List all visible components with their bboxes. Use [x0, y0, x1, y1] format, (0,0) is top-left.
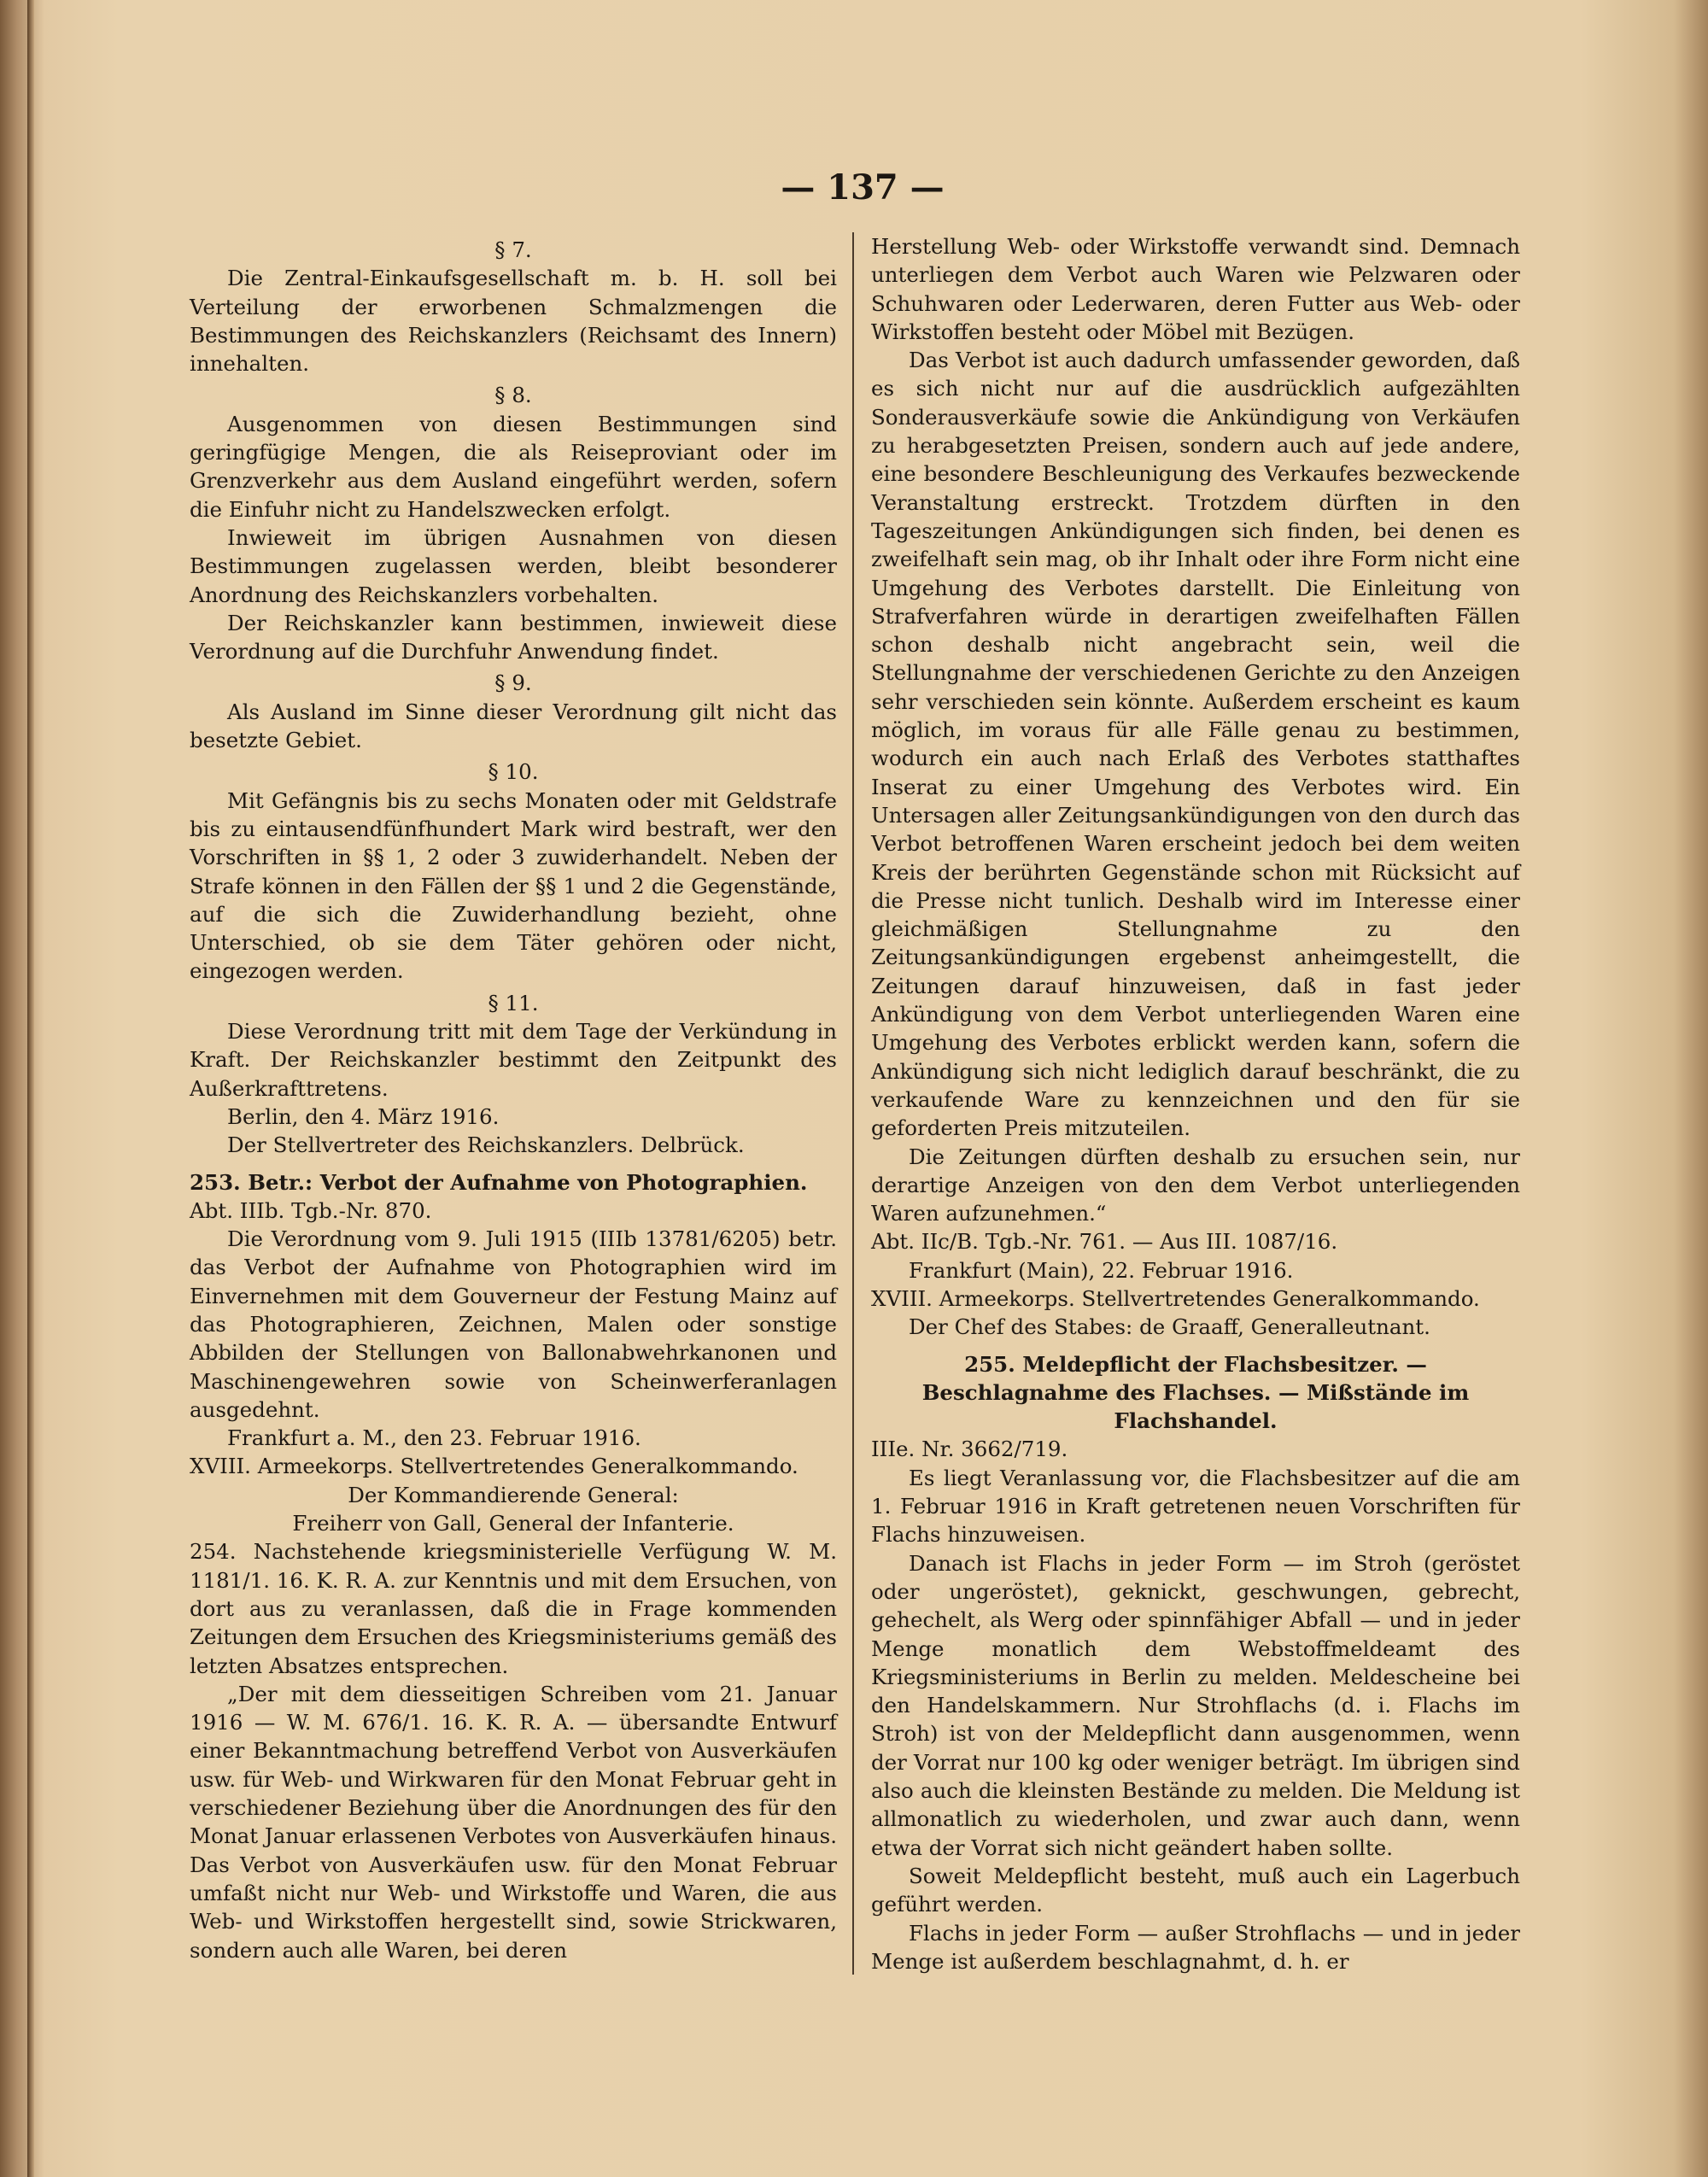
- paragraph: Mit Gefängnis bis zu sechs Monaten oder mit Geldstrafe bis zu eintausendfünfhundert Mark wird bestraft, wer den Vorschriften in §§ 1, 2 oder 3 zuwiderhandelt. Neben der Strafe können in den Fällen der §§ 1 und 2 die Gegenstände, auf die sich die Zuwiderhandlung bezieht, ohne Unterschied, ob sie dem Täter gehören oder nicht, eingezogen werden.: [190, 787, 837, 984]
- paragraph: Es liegt Veranlassung vor, die Flachsbesitzer auf die am 1. Februar 1916 in Kraft getretenen neuen Vorschriften für Flachs hinzuweisen.: [871, 1465, 1520, 1548]
- paragraph: 254. Nachstehende kriegsministerielle Verfügung W. M. 1181/1. 16. K. R. A. zur Kenntnis und mit dem Ersuchen, von dort aus zu veranlassen, daß die in Frage kommenden Zeitungen dem Ersuchen des Kriegsministeriums gemäß des letzten Absatzes entsprechen.: [190, 1539, 838, 1678]
- paragraph: IIIe. Nr. 3662/719.: [871, 1437, 1068, 1462]
- page-number: — 137 —: [781, 167, 945, 208]
- paragraph: Der Chef des Stabes: de Graaff, Generalleutnant.: [909, 1314, 1430, 1340]
- paragraph: Berlin, den 4. März 1916.: [227, 1103, 500, 1129]
- paragraph: Der Stellvertreter des Reichskanzlers. Delbrück.: [227, 1132, 745, 1158]
- section-heading: § 11.: [488, 990, 539, 1015]
- paragraph: Inwieweit im übrigen Ausnahmen von diesen Bestimmungen zugelassen werden, bleibt besonderer Anordnung des Reichskanzlers vorbehalten.: [190, 524, 837, 607]
- right-column: [871, 232, 1520, 1975]
- paragraph: XVIII. Armeekorps. Stellvertretendes Generalkommando.: [190, 1454, 798, 1479]
- paragraph: Diese Verordnung tritt mit dem Tage der Verkündung in Kraft. Der Reichskanzler bestimmt den Zeitpunkt des Außerkrafttretens.: [190, 1019, 837, 1101]
- paragraph: Als Ausland im Sinne dieser Verordnung gilt nicht das besetzte Gebiet.: [190, 699, 837, 753]
- article-title: 253. Betr.: Verbot der Aufnahme von Photographien.: [190, 1169, 808, 1195]
- paragraph: Die Zeitungen dürften deshalb zu ersuchen sein, nur derartige Anzeigen von den dem Verbot unterliegenden Waren aufzunehmen.“: [871, 1144, 1520, 1226]
- paragraph: Die Zentral-Einkaufsgesellschaft m. b. H. soll bei Verteilung der erworbenen Schmalzmengen die Bestimmungen des Reichskanzlers (Reichsamt des Innern) innehalten.: [190, 266, 837, 377]
- paragraph: Abt. IIc/B. Tgb.-Nr. 761. — Aus III. 1087/16.: [871, 1229, 1338, 1255]
- paragraph: Ausgenommen von diesen Bestimmungen sind geringfügige Mengen, die als Reiseproviant oder im Grenzverkehr aus dem Ausland eingeführt werden, sofern die Einfuhr nicht zu Handelszwecken erfolgt.: [190, 411, 837, 522]
- centered-line: Der Kommandierende General:: [348, 1482, 679, 1507]
- paragraph: Die Verordnung vom 9. Juli 1915 (IIIb 13781/6205) betr. das Verbot der Aufnahme von Photographien wird im Einvernehmen mit dem Gouverneur der Festung Mainz auf das Photographieren, Zeichnen, Malen oder sonstige Abbilden der Stellungen von Ballonabwehrkanonen und Maschinengewehren sowie von Scheinwerferanlagen ausgedehnt.: [190, 1226, 837, 1422]
- paragraph: XVIII. Armeekorps. Stellvertretendes Generalkommando.: [871, 1285, 1480, 1311]
- paragraph: Flachs in jeder Form — außer Strohflachs — und in jeder Menge ist außerdem beschlagnahmt, d. h. er: [871, 1920, 1520, 1974]
- paragraph: Danach ist Flachs in jeder Form — im Stroh (geröstet oder ungeröstet), geknickt, geschwungen, gebrecht, gehechelt, als Werg oder spinnfähiger Abfall — und in jeder Menge monatlich dem Webstoffmeldeamt des Kriegsministeriums in Berlin zu melden. Meldescheine bei den Handelskammern. Nur Strohflachs (d. i. Flachs im Stroh) ist von der Meldepflicht dann ausgenommen, wenn der Vorrat nur 100 kg oder weniger beträgt. Im übrigen sind also auch die kleinsten Bestände zu melden. Die Meldung ist allmonatlich zu wiederholen, und zwar auch dann, wenn etwa der Vorrat sich nicht geändert haben sollte.: [871, 1550, 1520, 1860]
- left-column: [190, 232, 837, 1964]
- book-spine-shadow: [27, 0, 34, 2177]
- column-divider: [852, 232, 854, 1975]
- paragraph: Frankfurt (Main), 22. Februar 1916.: [909, 1257, 1294, 1283]
- section-heading: § 10.: [488, 759, 539, 785]
- paragraph: Herstellung Web- oder Wirkstoffe verwandt sind. Demnach unterliegen dem Verbot auch Waren wie Pelzwaren oder Schuhwaren oder Lederwaren, deren Futter aus Web- oder Wirkstoffen besteht oder Möbel mit Bezügen.: [871, 234, 1520, 344]
- article-title: 255. Meldepflicht der Flachsbesitzer. — Beschlagnahme des Flachses. — Mißstände im Flachshandel.: [921, 1351, 1470, 1434]
- section-heading: § 7.: [494, 237, 532, 262]
- paragraph: Abt. IIIb. Tgb.-Nr. 870.: [190, 1197, 432, 1223]
- paragraph: „Der mit dem diesseitigen Schreiben vom 21. Januar 1916 — W. M. 676/1. 16. K. R. A. — übersandte Entwurf einer Bekanntmachung betreffend Verbot von Ausverkäufen usw. für Web- und Wirkwaren für den Monat Februar geht in verschiedener Beziehung über die Anordnungen des für den Monat Januar erlassenen Verbotes von Ausverkäufen hinaus. Das Verbot von Ausverkäufen usw. für den Monat Februar umfaßt nicht nur Web- und Wirkstoffe und Waren, die aus Web- und Wirkstoffen hergestellt sind, sowie Strickwaren, sondern auch alle Waren, bei deren: [190, 1681, 837, 1963]
- centered-line: Freiherr von Gall, General der Infanterie.: [292, 1511, 734, 1536]
- section-heading: § 9.: [494, 670, 532, 696]
- paragraph: Soweit Meldepflicht besteht, muß auch ein Lagerbuch geführt werden.: [871, 1863, 1520, 1917]
- paragraph: Der Reichskanzler kann bestimmen, inwieweit diese Verordnung auf die Durchfuhr Anwendung findet.: [190, 610, 837, 664]
- paragraph: Frankfurt a. M., den 23. Februar 1916.: [227, 1425, 641, 1451]
- section-heading: § 8.: [494, 383, 532, 408]
- paragraph: Das Verbot ist auch dadurch umfassender geworden, daß es sich nicht nur auf die ausdrücklich aufgezählten Sonderausverkäufe sowie die Ankündigung von Verkäufen zu herabgesetzten Preisen, sondern auch auf jede andere, eine besondere Beschleunigung des Verkaufes bezweckende Veranstaltung erstreckt. Trotzdem dürften in den Tageszeitungen Ankündigungen sich finden, bei denen es zweifelhaft sein mag, ob ihr Inhalt oder ihre Form nicht eine Umgehung des Verbotes darstellt. Die Einleitung von Strafverfahren würde in derartigen zweifelhaften Fällen schon deshalb nicht angebracht sein, weil die Stellungnahme der verschiedenen Gerichte zu den Anzeigen sehr verschieden sein könnte. Außerdem erscheint es kaum möglich, im voraus für alle Fälle genau zu bestimmen, wodurch ein auch nach Erlaß des Verbotes statthaftes Inserat zu einer Umgehung des Verbotes wird. Ein Untersagen aller Zeitungsankündigungen von den durch das Verbot betroffenen Waren erscheint jedoch bei dem weiten Kreis der berührten Gegenstände schon mit Rücksicht auf die Presse nicht tunlich. Deshalb wird im Interesse einer gleichmäßigen Stellungnahme zu den Zeitungsankündigungen ergebenst anheimgestellt, die Zeitungen darauf hinzuweisen, daß in fast jeder Ankündigung von dem Verbot unterliegenden Waren eine Umgehung des Verbotes erblickt werden kann, sofern die Ankündigung sich nicht lediglich darauf beschränkt, die zu verkaufende Ware zu kennzeichnen und den für sie geforderten Preis mitzuteilen.: [871, 348, 1520, 1141]
